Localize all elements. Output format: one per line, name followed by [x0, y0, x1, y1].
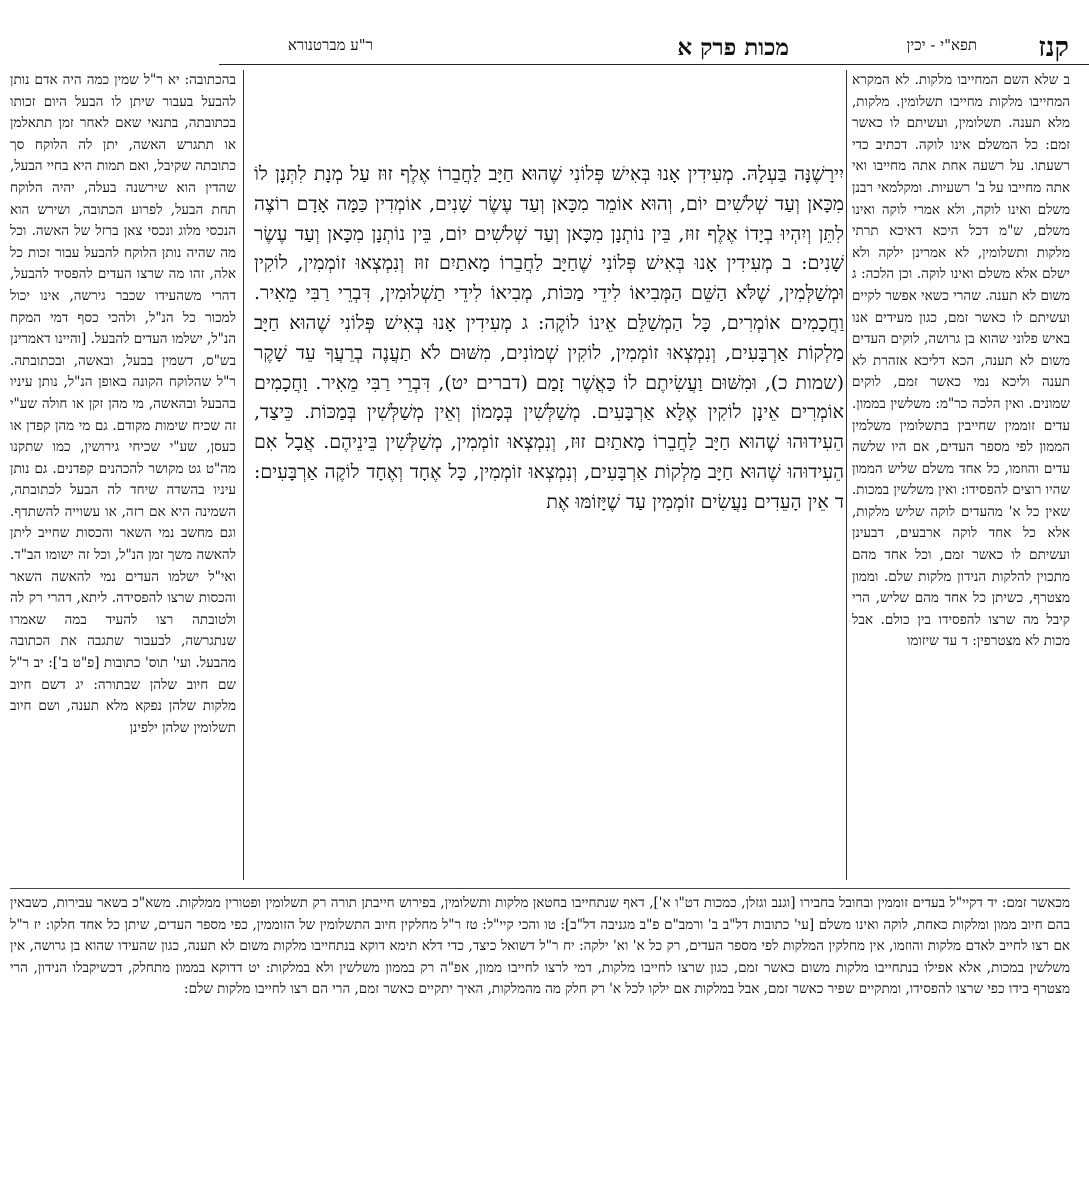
section-label: תפא"י - יכין: [906, 36, 977, 54]
bartenura-commentary-text: ב שלא השם המחייבו מלקות. לא המקרא המחייבו מלקות מחייבו תשלומין. מלקות, מלא תענה. תשלומין, ועשיתם לו כאשר זמם: כל המשלם אינו לוקה. דכתיב כדי רשעתו. על רשעה אחת אתה מחייבו ואי אתה מחייבו על ב' רשעיות. ומקלמאי רבנן משלם ואינו לוקה, ולא אמרי לוקה ואינו משלם, ש"מ דכל היכא דאיכא תרתי מלקות ותשלומין, לא אמרינן ילקה ולא ישלם אלא משלם ואינו לוקה. וכן הלכה: ג משום לא תענה. שהרי כשאי אפשר לקיים ועשיתם לו כאשר זמם, כגון מעידים אנו באיש פלוני שהוא בן גרושה, לוקים העדים משום לא תענה, הכא דליכא אזהרת לא תענה וליכא נמי כאשר זמם, לוקים שמונים. ואין הלכה כר"מ: משלשין בממון. עדים זוממין שחייבין בתשלומין משלמין הממון לפי מספר העדים, אם היו שלשה עדים והוזמו, כל אחד משלם שליש הממון שהיו רוצים להפסידו: ואין משלשין במכות. שאין כל א' מהעדים לוקה שליש מלקות, אלא כל אחד לוקה ארבעים, דבעינן ועשיתם לו כאשר זמם, וכל אחד מהם מתכוין להלקות הנידון מלקות שלם. וממון מצטרף, כשיתן כל אחד מהם שליש, הרי קיבל מה שרצו להפסידו בין כולם. אבל מכות לא מצטרפין: ד עד שיזומו: [852, 72, 1070, 650]
chapter-title: מכות פרק א: [677, 34, 789, 61]
column-divider-left: [243, 70, 244, 880]
mishnah-text: יִירָשֶׁנָּה בַּעְלָהּ. מְעִידִין אָנוּ בְּאִישׁ פְּלוֹנִי שֶׁהוּא חַיָּב לַחֲבֵרוֹ אֶלֶף זוּז עַל מְנָת לִתְּנָן לוֹ מִכָּאן וְעַד שְׁלֹשִׁים יוֹם, וְהוּא אוֹמֵר מִכָּאן וְעַד עֶשֶׂר שָׁנִים, אוֹמְדִין כַּמָּה אָדָם רוֹצֶה לִתֵּן וְיִהְיוּ בְיָדוֹ אֶלֶף זוּז, בֵּין נוֹתְנָן מִכָּאן וְעַד שְׁלֹשִׁים יוֹם, בֵּין נוֹתְנָן מִכָּאן וְעַד עֶשֶׂר שָׁנִים: ב מְעִידִין אָנוּ בְּאִישׁ פְּלוֹנִי שֶׁחַיָּב לַחֲבֵרוֹ מָאתַיִם זוּז וְנִמְצְאוּ זוֹמְמִין, לוֹקִין וּמְשַׁלְּמִין, שֶׁלֹּא הַשֵּׁם הַמְּבִיאוֹ לִידֵי מַכּוֹת, מְבִיאוֹ לִידֵי תַשְׁלוּמִין, דִּבְרֵי רַבִּי מֵאִיר. וַחֲכָמִים אוֹמְרִים, כָּל הַמְשַׁלֵּם אֵינוֹ לוֹקֶה: ג מְעִידִין אָנוּ בְּאִישׁ פְּלוֹנִי שֶׁהוּא חַיָּב מַלְקוֹת אַרְבָּעִים, וְנִמְצְאוּ זוֹמְמִין, לוֹקִין שְׁמוֹנִים, מִשּׁוּם לֹא תַעֲנֶה בְרֵעֲךָ עֵד שָׁקֶר (שמות כ), וּמִשּׁוּם וַעֲשִׂיתֶם לוֹ כַּאֲשֶׁר זָמַם (דברים יט), דִּבְרֵי רַבִּי מֵאִיר. וַחֲכָמִים אוֹמְרִים אֵינָן לוֹקִין אֶלָּא אַרְבָּעִים. מְשַׁלְּשִׁין בְּמָמוֹן וְאֵין מְשַׁלְּשִׁין בְּמַכּוֹת. כֵּיצַד, הֵעִידוּהוּ שֶׁהוּא חַיָּב לַחֲבֵרוֹ מָאתַיִם זוּז, וְנִמְצְאוּ זוֹמְמִין, מְשַׁלְּשִׁין בֵּינֵיהֶם. אֲבָל אִם הֵעִידוּהוּ שֶׁהוּא חַיָּב מַלְקוֹת אַרְבָּעִים, וְנִמְצְאוּ זוֹמְמִין, כָּל אֶחָד וְאֶחָד לוֹקֶה אַרְבָּעִים: ד אֵין הָעֵדִים נַעֲשִׂים זוֹמְמִין עַד שֶׁיָּזוֹמּוּ אֶת: [254, 163, 844, 513]
bottom-glosses-text: מכאשר זמם: יד דקיי"ל בעדים זוממין ובחובל בחבירו [וגנב וגזלן, כמכות דט"ו א'], דאף שנתחייבו בחטאן מלקות ותשלומין, בפירוש חייבתן תורה רק תשלומין ופטורין ממלקות. משא"כ בשאר עבירות, כשבאין בהם חיוב ממון ומלקות כאחת, לוקה ואינו משלם [עי' כתובות דל"ב ב' ורמב"ם פ"ב מגניבה דל"ב]: טו והכי קיי"ל: טז ר"ל מחלקין חיוב התשלומין של הזוממין, כפי מספר העדים, שיתן כל אחד חלקו: יז ר"ל אם רצו לחייב לאדם מלקות והוזמו, אין מחלקין המלקות לפי מספר העדים, רק כל א' וא' ילקה: יח ר"ל דשואל כיצד, כדי דלא תימא דוקא בנתחייבו מלקות משום לא תענה, כגון שהעידו שהוא בן גרושה, אין משלשין במכות, אלא אפילו בנתחייבו מלקות משום כאשר זמם, כגון שרצו לחייבו מלקות, דמי לרצו לחייבו ממון, אפ"ה רק בממון משלשין ולא במלקות: יט דדוקא בממון מתחלק, דכשיקבלו הנידון, הרי מצטרף בידו כפי שרצו להפסידו, ומתקיים שפיר כאשר זמם, אבל במלקות אם ילקו לכל א' רק חלק מה מהמלקות, האיך יתקיים כאשר זמם, הרי הם רצו לחייבו מלקות שלם:: [10, 895, 1070, 998]
page-number: קנז: [1038, 32, 1069, 63]
running-header: [219, 34, 1089, 65]
bottom-glosses: [10, 888, 1070, 1193]
tiferet-yisrael-commentary-text: בהכתובה: יא ר"ל שמין כמה היה אדם נותן להבעל בעבור שיתן לו הבעל היום זכותו בכתובתה, בתנאי שאם לאחר זמן תתאלמן או תתגרש האשה, יתן לה הלוקח סך כתובתה שקיבל, ואם תמות היא בחיי הבעל, שהדין הוא שירשנה בעלה, יהיה הלוקח תחת הבעל, לפרוע הכתובה, ושירש הוא הנכסי מלוג ונכסי צאן ברזל של האשה. וכל מה שהיה נותן הלוקח להבעל עבור זכות כל אלה, זהו מה שרצו העדים להפסיד להבעל, דהרי משהעידו שכבר גירשה, אינו יכול למכור כל הנ"ל, ולהכי כסף דמי המקח הנ"ל, ישלמו העדים להבעל. [והיינו דאמרינן בש"ס, דשמין בבעל, ובאשה, ובכתובתה. ר"ל שהלוקח הקונה באופן הנ"ל, נותן עיניו בהבעל ובהאשה, מי מהן זקן או חולה שע"י זה שכיח שימות מקודם. גם מי מהן קפדן או כעסן, שע"י שכיחי גירושין, כמו שתקנו מה"ט גט מקושר להכהנים קפדנים. גם נותן עיניו בהשדה שיחד לה הבעל לכתובתה, השמינה היא אם רזה, או עשוייה להשתדף. וגם מחשב נמי השאר והכסות שחייב ליתן להאשה משך זמן הנ"ל, וכל זה ישומו הב"ד. ואי"ל ישלמו העדים נמי להאשה השאר והכסות שרצו להפסידה. ליתא, דהרי רק לה ולטובתה רצו להעיד במה שאמרו שנתגרשה, לבעבור שתגבה את הכתובה מהבעל. ועי' תוס' כתובות [פ"ט ב']: יב ר"ל שם חיוב שלהן שבתורה: יג דשם חיוב מלקות שלהן נפקא מלא תענה, ושם חיוב תשלומין שלהן ילפינן: [10, 72, 236, 736]
mishnah-column: [254, 160, 844, 890]
tiferet-yisrael-commentary-column: [10, 70, 236, 880]
commentary-title: ר"ע מברטנורא: [287, 36, 373, 54]
column-divider-right: [846, 70, 847, 880]
bartenura-commentary-column: [852, 70, 1070, 850]
